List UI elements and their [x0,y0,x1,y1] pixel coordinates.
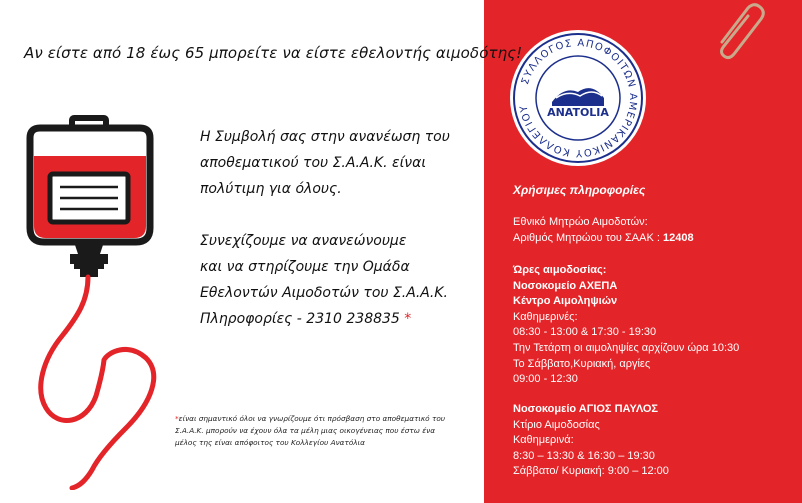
registry-number-line [513,231,694,247]
footnote-line-3: μέλος της είναι απόφοιτος του Κολλεγίου Ανατόλια [175,438,365,447]
alumni-seal-logo [508,28,648,168]
footnote-line-1: είναι σημαντικό όλοι να γνωρίζουμε ότι πρόσβαση στο αποθεματικό του [178,414,446,423]
h1-weekdays-label: Καθημερινές: [513,310,578,323]
h1-weekend-label: Το Σάββατο,Κυριακή, αργίες [513,357,651,370]
support-line-3: Εθελοντών Αιμοδοτών του Σ.Α.Α.Κ. [200,285,448,301]
headline: Αν είστε από 18 έως 65 μπορείτε να είστε εθελοντής αιμοδότης! [24,44,523,62]
h1-weekdays-hours: 08:30 - 13:00 & 17:30 - 19:30 [513,326,657,339]
hours-block-agios-pavlos [513,402,669,480]
h1-wednesday-note: Την Τετάρτη οι αιμοληψίες αρχίζουν ώρα 10:30 [513,341,740,354]
seal-logo-text: ANATOLIA [547,106,609,119]
hospital-1-name: Νοσοκομείο ΑΧΕΠΑ [513,279,618,292]
hospital-2-building: Κτίριο Αιμοδοσίας [513,418,600,431]
registry-line: Εθνικό Μητρώο Αιμοδοτών: [513,216,648,228]
hospital-2-name: Νοσοκομείο ΑΓΙΟΣ ΠΑΥΛΟΣ [513,403,659,415]
contribution-line-2: αποθεματικού του Σ.Α.Α.Κ. είναι [200,155,427,171]
hours-title: Ώρες αιμοδοσίας: [513,264,607,276]
seal-ring-text: ΣΥΛΛΟΓΟΣ ΑΠΟΦΟΙΤΩΝ ΑΜΕΡΙΚΑΝΙΚΟΥ ΚΟΛΛΕΓΙΟΥ [518,37,639,159]
support-message [200,228,448,332]
h2-weekend: Σάββατο/ Κυριακή: 9:00 – 12:00 [513,465,669,478]
info-title: Χρήσιμες πληροφορίες [513,183,646,197]
h2-weekdays-label: Καθημερινά: [513,434,574,447]
h1-weekend-hours: 09:00 - 12:30 [513,373,578,386]
contribution-line-3: πολύτιμη για όλους. [200,181,342,197]
asterisk-marker: * [404,311,412,327]
footnote [175,413,475,449]
contribution-message [200,124,450,202]
info-phone-line [200,306,448,332]
footnote-asterisk: * [175,414,179,423]
support-line-1: Συνεχίζουμε να ανανεώνουμε [200,233,407,249]
contribution-line-1: Η Συμβολή σας στην ανανέωση του [200,129,450,145]
footnote-line-2: Σ.Α.Α.Κ. μπορούν να έχουν όλα τα μέλη μιας οικογένειας που έστω ένα [175,426,436,435]
hospital-1-center: Κέντρο Αιμοληψιών [513,295,618,308]
hours-block-acheppa [513,263,739,388]
registry-number-label: Αριθμός Μητρώου του ΣΑΑΚ : [513,231,660,244]
registry-block [513,215,694,246]
paperclip-icon [712,2,768,62]
registry-number: 12408 [663,231,694,244]
support-line-2: και να στηρίζουμε την Ομάδα [200,259,410,275]
h2-weekdays-hours: 8:30 – 13:30 & 16:30 – 19:30 [513,449,655,462]
info-phone-text: Πληροφορίες - 2310 238835 [200,311,400,327]
